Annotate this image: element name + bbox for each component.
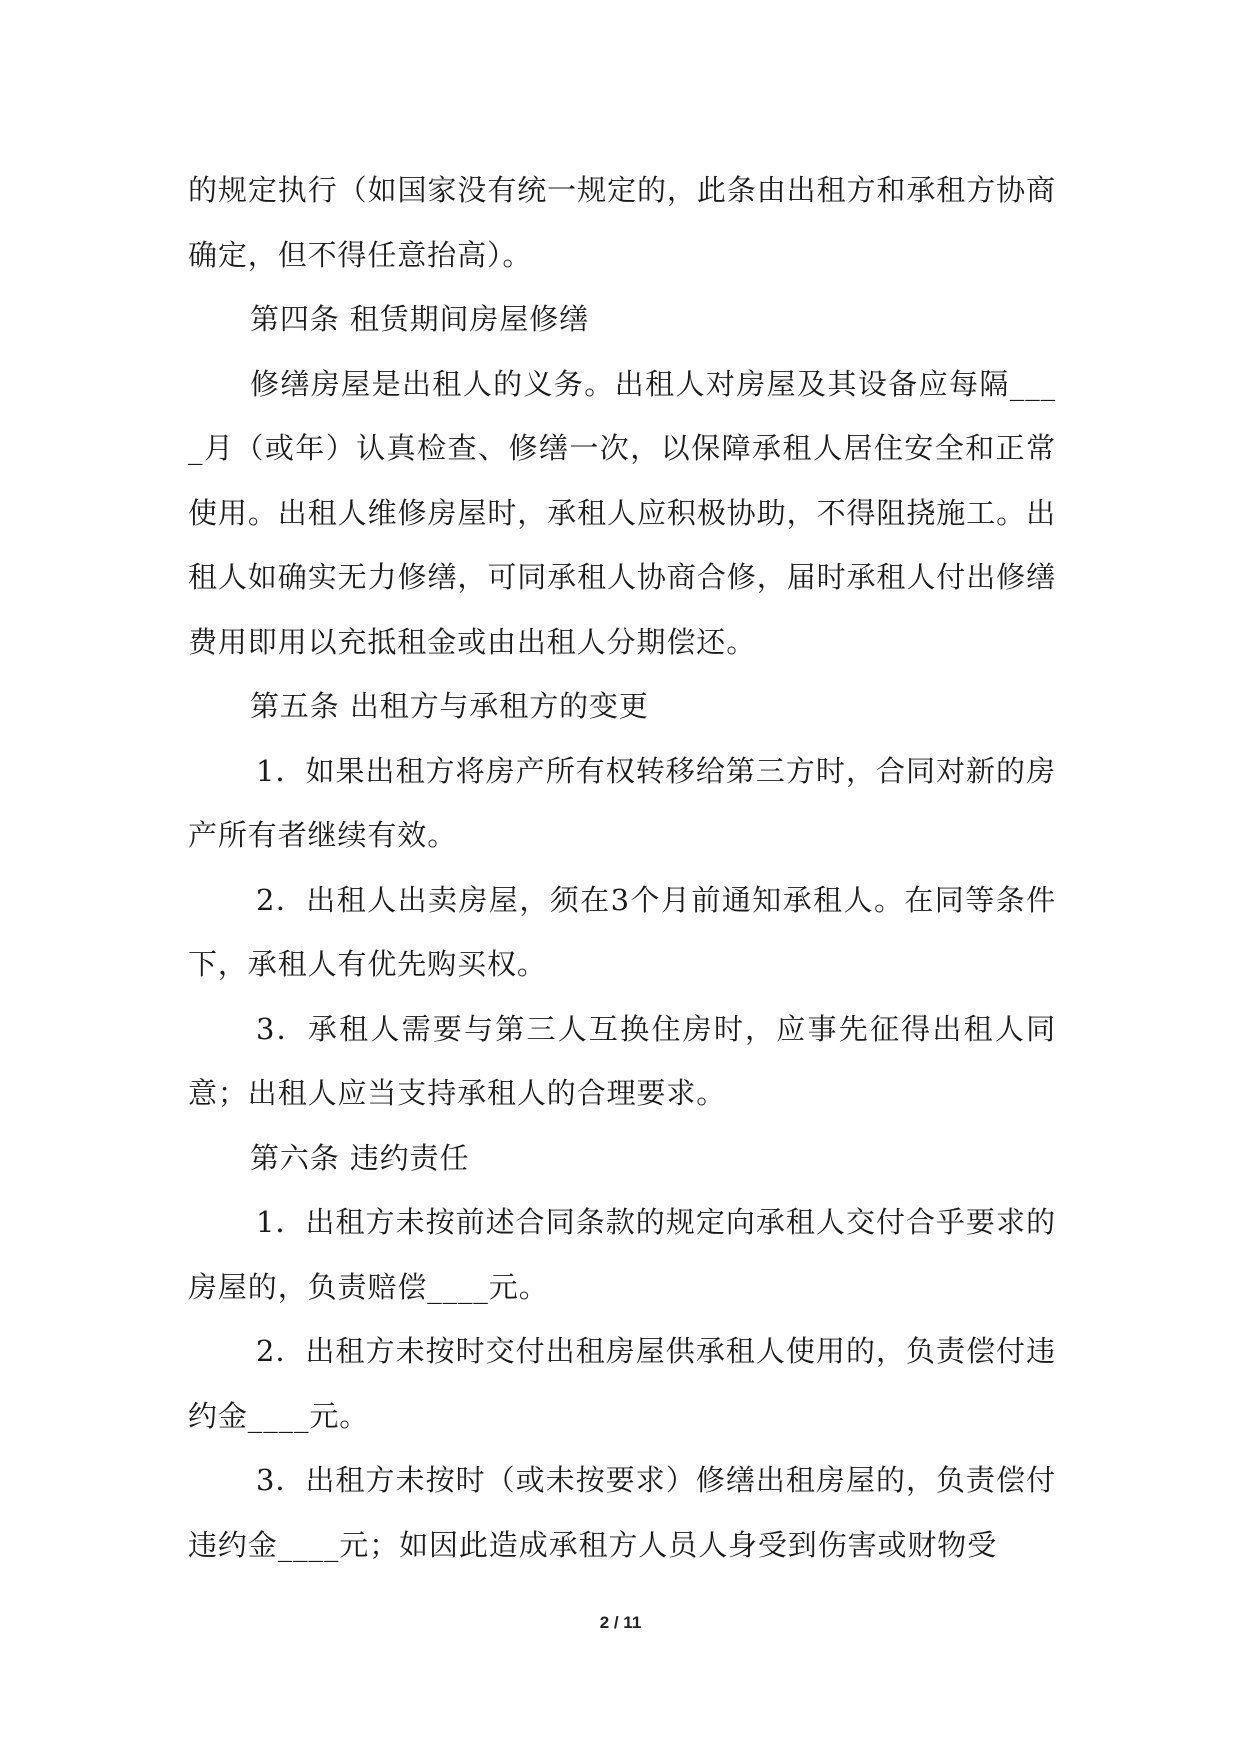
document-body [188, 158, 1056, 1577]
paragraph-continuation: 的规定执行（如国家没有统一规定的，此条由出租方和承租方协商确定，但不得任意抬高）。 [188, 173, 1056, 272]
article-6-heading: 第六条 违约责任 [250, 1140, 470, 1175]
article-4-heading: 第四条 租赁期间房屋修缮 [250, 302, 590, 336]
article-5-item-1: 1．如果出租方将房产所有权转移给第三方时，合同对新的房产所有者继续有效。 [188, 753, 1056, 852]
article-5-item-2: 2．出租人出卖房屋，须在3个月前通知承租人。在同等条件下，承租人有优先购买权。 [188, 882, 1056, 981]
article-6-item-2: 2．出租方未按时交付出租房屋供承租人使用的，负责偿付违约金____元。 [188, 1334, 1056, 1433]
page-number: 2 / 11 [599, 1613, 642, 1632]
article-5-item-3: 3．承租人需要与第三人互换住房时，应事先征得出租人同意；出租人应当支持承租人的合理要求。 [188, 1011, 1056, 1110]
article-4-paragraph: 修缮房屋是出租人的义务。出租人对房屋及其设备应每隔____月（或年）认真检查、修缮一次，以保障承租人居住安全和正常使用。出租人维修房屋时，承租人应积极协助，不得阻挠施工。出租人如确实无力修缮，可同承租人协商合修，届时承租人付出修缮费用即用以充抵租金或由出租人分期偿还。 [188, 366, 1056, 659]
article-6-item-3: 3．出租方未按时（或未按要求）修缮出租房屋的，负责偿付违约金____元；如因此造成承租方人员人身受到伤害或财物受 [188, 1463, 1056, 1562]
article-6-item-1: 1．出租方未按前述合同条款的规定向承租人交付合乎要求的房屋的，负责赔偿____元。 [188, 1205, 1056, 1304]
article-5-heading: 第五条 出租方与承租方的变更 [250, 689, 649, 723]
